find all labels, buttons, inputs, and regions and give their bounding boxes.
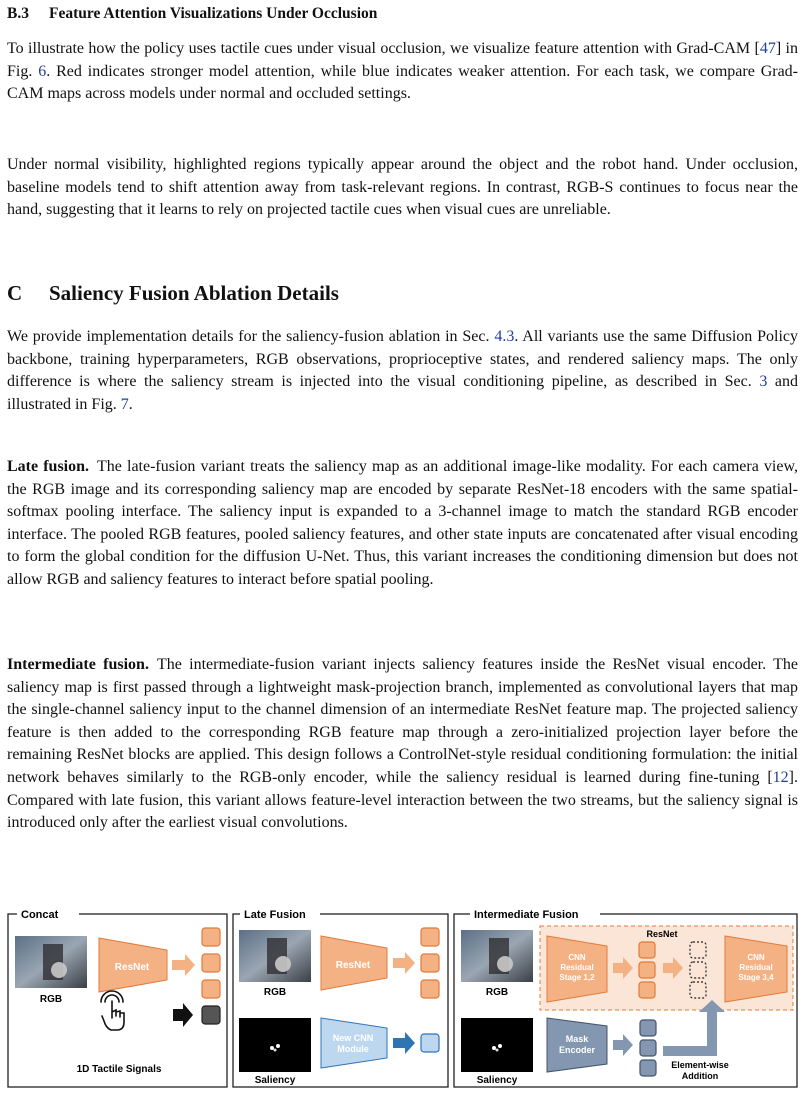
cnn-stage-label: CNN (747, 953, 765, 962)
paragraph-run-in-title: Intermediate fusion. (7, 656, 149, 673)
orange-arrow (172, 954, 195, 976)
cnn-stage-label: Residual (560, 963, 594, 972)
section-heading-c (7, 281, 339, 306)
mask-encoder-label: Encoder (558, 1045, 596, 1055)
saliency-map-thumbnail (461, 1018, 533, 1072)
saliency-label: Saliency (476, 1075, 518, 1086)
late-fusion-panel (233, 908, 448, 1087)
feature-token (639, 962, 655, 978)
cnn-stage-label: Stage 3,4 (738, 973, 774, 982)
panel-title: Concat (21, 909, 59, 921)
feature-token (202, 980, 220, 998)
section-number: C (7, 281, 23, 305)
cnn-stage-label: CNN (568, 953, 586, 962)
paragraph-late-fusion: Late fusion. The late-fusion variant treats the saliency map as an additional image-like modality. For each camera view, the RGB image and its corresponding saliency map are encoded by separate ResNet-18 encoders with the same spatial-softmax pooling interface. The saliency input is expanded to a 3-channel image to match the standard RGB encoder interface. The pooled RGB features, pooled saliency features, and other state inputs are concatenated after visual encoding to form the global condition for the diffusion U-Net. Thus, this variant increases the conditioning dimension but does not allow RGB and saliency features to interact before spatial pooling. (7, 458, 798, 588)
fusion-architecture-figure (7, 908, 798, 1090)
concat-panel (8, 908, 227, 1087)
citation-link[interactable]: 12 (772, 768, 789, 786)
panel-title: Late Fusion (244, 909, 306, 921)
paragraph-intro: We provide implementation details for the saliency-fusion ablation in Sec. 4.3. All variants use the same Diffusion Policy backbone, training hyperparameters, RGB observations, proprioceptive states, and rendered saliency maps. The only difference is where the saliency stream is injected into the visual conditioning pipeline, as described in Sec. 3 and illustrated in Fig. 7. (7, 328, 798, 413)
mask-feature-token (640, 1060, 656, 1076)
paragraph-run-in-title: Late fusion. (7, 458, 90, 475)
panel-title: Intermediate Fusion (474, 909, 579, 921)
tactile-label: 1D Tactile Signals (76, 1064, 162, 1075)
paragraph-occlusion: Under normal visibility, highlighted regions typically appear around the object and the robot hand. Under occlusion, baseline models tend to shift attention away from task-relevant regions. In contrast, RGB-S continues to focus near the hand, suggesting that it learns to rely on projected tactile cues when visual cues are unreliable. (7, 156, 798, 219)
rgb-image-thumbnail (461, 930, 533, 982)
tactile-feature-token (202, 1006, 220, 1024)
fused-feature-token (690, 942, 706, 958)
addition-label: Element-wise (671, 1060, 729, 1070)
cnn-stage-label: Residual (739, 963, 773, 972)
feature-token (421, 954, 439, 972)
mask-feature-token (640, 1020, 656, 1036)
paragraph-intermediate-fusion: Intermediate fusion. The intermediate-fusion variant injects saliency features inside the ResNet visual encoder. The saliency map is first passed through a lightweight mask-projection branch, implemented as convolutional layers that map the single-channel saliency input to the channel dimension of an intermediate ResNet feature map. The projected saliency feature is then added to the corresponding RGB feature map through a zero-initialized projection layer before the remaining ResNet blocks are applied. This design follows a ControlNet-style residual conditioning formulation: the initial network behaves similarly to the RGB-only encoder, while the saliency residual is learned during fine-tuning [12]. Compared with late fusion, this variant allows feature-level interaction between the two streams, but the saliency signal is introduced only after the earliest visual convolutions. (7, 656, 799, 832)
feature-token (202, 954, 220, 972)
section-title: Saliency Fusion Ablation Details (49, 281, 339, 305)
mask-feature-token (640, 1040, 656, 1056)
mask-encoder-label: Mask (565, 1034, 589, 1044)
paragraph-gradcam: To illustrate how the policy uses tactile cues under visual occlusion, we visualize feature attention with Grad-CAM [47] in Fig. 6. Red indicates stronger model attention, while blue indicates weaker attention. For each task, we compare Grad-CAM maps across models under normal and occluded settings. (7, 40, 799, 103)
feature-token (639, 942, 655, 958)
new-cnn-module (321, 1018, 387, 1068)
feature-token (202, 928, 220, 946)
rgb-label: RGB (39, 994, 63, 1005)
slate-arrow (613, 1034, 633, 1056)
new-cnn-label: New CNN (332, 1033, 374, 1043)
new-cnn-label: Module (337, 1044, 369, 1054)
resnet-group-label: ResNet (646, 929, 678, 939)
citation-link[interactable]: 47 (759, 40, 776, 57)
rgb-label: RGB (485, 987, 509, 998)
intermediate-fusion-panel (454, 908, 797, 1087)
rgb-image-thumbnail (239, 930, 311, 982)
blue-arrow (393, 1032, 415, 1054)
subsection-heading-b3 (7, 5, 377, 23)
black-arrow (173, 1003, 193, 1027)
section-link[interactable]: 3 (759, 373, 768, 391)
fused-feature-token (690, 982, 706, 998)
resnet-label: ResNet (335, 960, 371, 971)
orange-arrow (393, 952, 415, 974)
fused-feature-token (690, 962, 706, 978)
saliency-feature-token (421, 1034, 439, 1052)
touch-hand-icon (101, 991, 124, 1030)
feature-token (421, 980, 439, 998)
section-link[interactable]: 4.3 (494, 328, 515, 345)
figure-link[interactable]: 7 (120, 395, 129, 413)
figure-link[interactable]: 6 (38, 62, 47, 80)
resnet-label: ResNet (114, 962, 150, 973)
feature-token (421, 928, 439, 946)
subsection-title: Feature Attention Visualizations Under Occlusion (49, 5, 378, 22)
cnn-stage-label: Stage 1,2 (559, 973, 595, 982)
saliency-label: Saliency (254, 1075, 296, 1086)
subsection-number: B.3 (7, 5, 29, 22)
rgb-image-thumbnail (15, 936, 87, 988)
rgb-label: RGB (263, 987, 287, 998)
saliency-map-thumbnail (239, 1018, 311, 1072)
addition-label: Addition (681, 1071, 719, 1081)
feature-token (639, 982, 655, 998)
